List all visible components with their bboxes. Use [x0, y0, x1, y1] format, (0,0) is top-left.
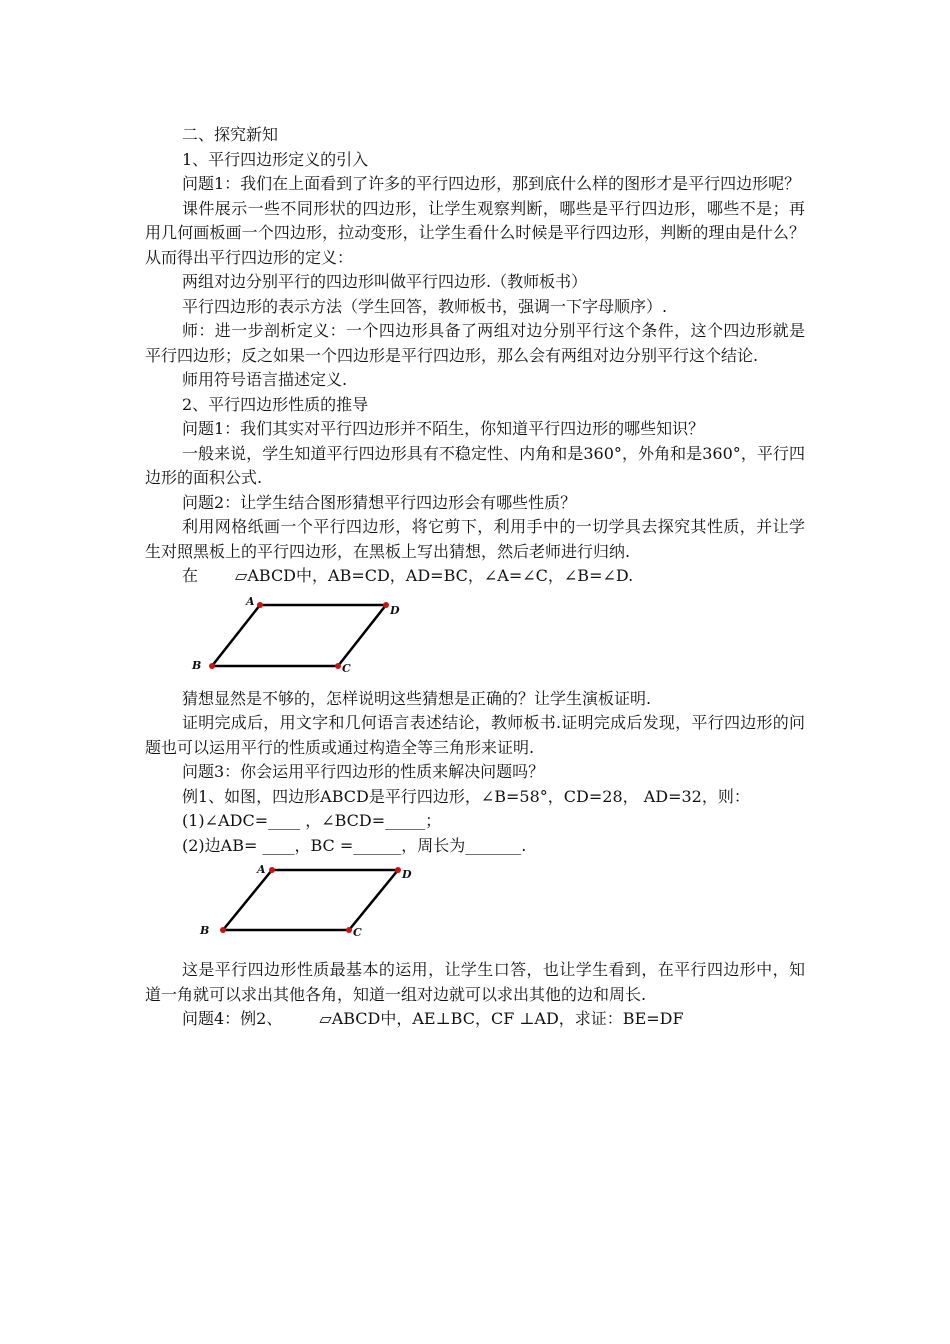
body-paragraph: 课件展示一些不同形状的四边形，让学生观察判断，哪些是平行四边形，哪些不是；再用几何画板画一个四边形，拉动变形，让学生看什么时候是平行四边形，判断的理由是什么？从而得出平行四边形的定义： [145, 198, 805, 267]
vertex-d-label: D [390, 603, 400, 617]
vertex-a-label: A [246, 594, 255, 608]
parallelogram-diagram [145, 593, 445, 683]
parallelogram-shape [223, 870, 398, 930]
question-paragraph: 问题1：我们在上面看到了许多的平行四边形，那到底什么样的图形才是平行四边形呢？ [182, 174, 801, 193]
example-item: (2)边AB= ____，BC =______，周长为_______. [182, 835, 527, 855]
document-body [145, 123, 805, 1032]
vertex-d-dot [383, 602, 389, 608]
question-paragraph: 问题1：我们其实对平行四边形并不陌生，你知道平行四边形的哪些知识？ [182, 419, 705, 438]
body-paragraph: 师用符号语言描述定义. [182, 370, 348, 389]
question-paragraph: 问题3：你会运用平行四边形的性质来解决问题吗？ [182, 762, 545, 781]
property-paragraph [145, 564, 805, 589]
parallelogram-shape [212, 605, 386, 666]
parallelogram-figure-2 [145, 862, 805, 952]
subsection-heading: 2、平行四边形性质的推导 [182, 394, 369, 414]
question-paragraph [145, 1007, 805, 1032]
vertex-a-dot [269, 867, 275, 873]
definition-paragraph: 两组对边分别平行的四边形叫做平行四边形.（教师板书） [182, 272, 588, 291]
body-paragraph: 证明完成后，用文字和几何语言表述结论，教师板书.证明完成后发现，平行四边形的问题也可以运用平行的性质或通过构造全等三角形来证明. [145, 713, 805, 757]
question-prefix: 问题4：例2、 [182, 1009, 283, 1028]
question-text: ABCD中，AE⊥BC，CF ⊥AD，求证：BE=DF [331, 1009, 684, 1028]
vertex-b-dot [209, 663, 215, 669]
vertex-b-label: B [200, 924, 210, 937]
vertex-a-label: A [257, 863, 266, 876]
parallelogram-figure-1 [145, 593, 805, 683]
body-paragraph: 平行四边形的表示方法（学生回答，教师板书，强调一下字母顺序）. [182, 296, 668, 316]
example-item: (1)∠ADC=____ ，∠BCD=_____； [182, 811, 442, 830]
vertex-c-dot [346, 927, 352, 933]
vertex-a-dot [257, 602, 263, 608]
question-paragraph: 问题2：让学生结合图形猜想平行四边形会有哪些性质？ [182, 492, 577, 512]
body-paragraph: 一般来说，学生知道平行四边形具有不稳定性、内角和是360°，外角和是360°，平行四边形的面积公式. [145, 443, 805, 487]
vertex-d-label: D [402, 868, 412, 881]
vertex-c-label: C [342, 661, 351, 675]
body-paragraph: 师：进一步剖析定义：一个四边形具备了两组对边分别平行这个条件，这个四边形就是平行四边形；反之如果一个四边形是平行四边形，那么会有两组对边分别平行这个结论. [145, 321, 805, 365]
vertex-b-label: B [192, 658, 202, 672]
property-prefix: 在 [182, 566, 199, 585]
vertex-c-label: C [353, 926, 362, 939]
body-paragraph: 猜想显然是不够的，怎样说明这些猜想是正确的？让学生演板证明. [182, 688, 652, 708]
section-heading: 二、探究新知 [182, 125, 279, 144]
vertex-b-dot [220, 927, 226, 933]
body-paragraph: 这是平行四边形性质最基本的运用，让学生口答，也让学生看到，在平行四边形中，知道一角就可以求出其他各角，知道一组对边就可以求出其他的边和周长. [145, 960, 805, 1004]
body-paragraph: 利用网格纸画一个平行四边形，将它剪下，利用手中的一切学具去探究其性质，并让学生对照黑板上的平行四边形，在黑板上写出猜想，然后老师进行归纳. [145, 517, 805, 561]
vertex-d-dot [395, 867, 401, 873]
subsection-heading: 1、平行四边形定义的引入 [182, 149, 369, 169]
property-text: ABCD中，AB=CD，AD=BC，∠A=∠C，∠B=∠D. [247, 566, 634, 585]
example-paragraph: 例1、如图，四边形ABCD是平行四边形，∠B=58°，CD=28， AD=32，则： [182, 786, 750, 806]
parallelogram-symbol-icon: ▱ [235, 566, 248, 585]
vertex-c-dot [335, 663, 341, 669]
parallelogram-symbol-icon: ▱ [319, 1009, 332, 1028]
parallelogram-diagram [145, 862, 445, 952]
